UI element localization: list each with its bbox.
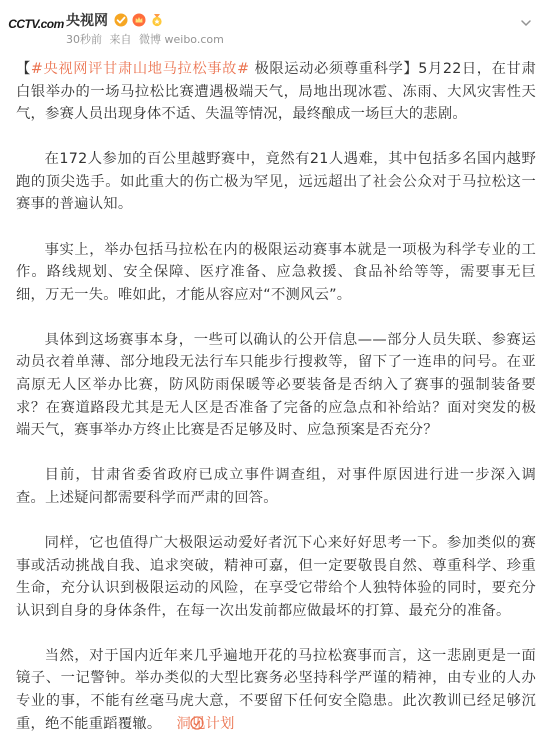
crown-badge-icon[interactable] [132, 13, 146, 27]
author-line [66, 11, 168, 29]
post-source[interactable]: 微博 weibo.com [139, 33, 224, 46]
medal-badge-icon[interactable] [150, 13, 164, 27]
paragraph-7 [16, 645, 536, 735]
post-content [16, 58, 536, 735]
chevron-down-icon[interactable] [520, 14, 532, 26]
verified-badge-icon[interactable] [114, 13, 128, 27]
paragraph-5: 目前，甘肃省委省政府已成立事件调查组，对事件原因进行进一步深入调查。上述疑问都需要科学而严肃的回答。 [16, 467, 536, 506]
cctv-logo-icon: CCTV.com [8, 17, 64, 31]
topic-link[interactable] [161, 716, 234, 732]
post-meta [66, 31, 228, 47]
avatar[interactable] [8, 8, 64, 40]
paragraph-7-text: 当然，对于国内近年来几乎遍地开花的马拉松赛事而言，这一悲剧更是一面镜子、一记警钟。举办类似的大型比赛务必坚持科学严谨的精神，由专业的人办专业的事，不能有丝毫马虎大意，不要留下任何安全隐患。此次教训已经足够沉重，绝不能重蹈覆辙。 [16, 647, 536, 732]
post-time[interactable]: 30秒前 [66, 33, 102, 46]
hashtag-link[interactable]: #央视网评甘肃山地马拉松事故# [30, 61, 250, 77]
topic-link-label[interactable]: 洞见计划 [176, 715, 235, 732]
paragraph-1-text: 极限运动必须尊重科学】5月22日，在甘肃白银举办的一场马拉松比赛遭遇极端天气，局地出现冰雹、冻雨、大风灾害性天气，参赛人员出现身体不适、失温等情况，最终酿成一场巨大的悲剧。 [16, 61, 536, 123]
link-icon [161, 715, 175, 729]
paragraph-2: 在172人参加的百公里越野赛中，竟然有21人遇难，其中包括多名国内越野跑的顶尖选手。如此重大的伤亡极为罕见，远远超出了社会公众对于马拉松这一赛事的普遍认知。 [16, 151, 536, 213]
post-source-prefix: 来自 [109, 33, 132, 46]
paragraph-6: 同样，它也值得广大极限运动爱好者沉下心来好好思考一下。参加类似的赛事或活动挑战自我、追求突破，精神可嘉，但一定要敬畏自然、尊重科学、珍重生命，充分认识到极限运动的风险，在享受它带给个人独特体验的同时，要充分认识到自身的身体条件，在每一次出发前都应做最坏的打算、最充分的准备。 [16, 535, 536, 619]
paragraph-4: 具体到这场赛事本身，一些可以确认的公开信息——部分人员失联、参赛运动员衣着单薄、部分地段无法行车只能步行搜救等，留下了一连串的问号。在亚高原无人区举办比赛，防风防雨保暖等必要装备是否纳入了赛事的强制装备要求？在赛道路段尤其是无人区是否准备了完备的应急点和补给站？面对突发的极端天气，赛事举办方终止比赛是否足够及时、应急预案是否充分？ [16, 331, 536, 439]
paragraph-1: 【#央视网评甘肃山地马拉松事故# 极限运动必须尊重科学】5月22日，在甘肃白银举办的一场马拉松比赛遭遇极端天气，局地出现冰雹、冻雨、大风灾害性天气，参赛人员出现身体不适、失温等情况，最终酿成一场巨大的悲剧。 [16, 61, 536, 123]
post-header [8, 8, 536, 46]
author-name[interactable]: 央视网 [66, 13, 108, 29]
paragraph-3: 事实上，举办包括马拉松在内的极限运动赛事本就是一项极为科学专业的工作。路线规划、安全保障、医疗准备、应急救援、食品补给等等，需要事无巨细，万无一失。唯如此，才能从容应对“不测风云”。 [16, 241, 536, 303]
